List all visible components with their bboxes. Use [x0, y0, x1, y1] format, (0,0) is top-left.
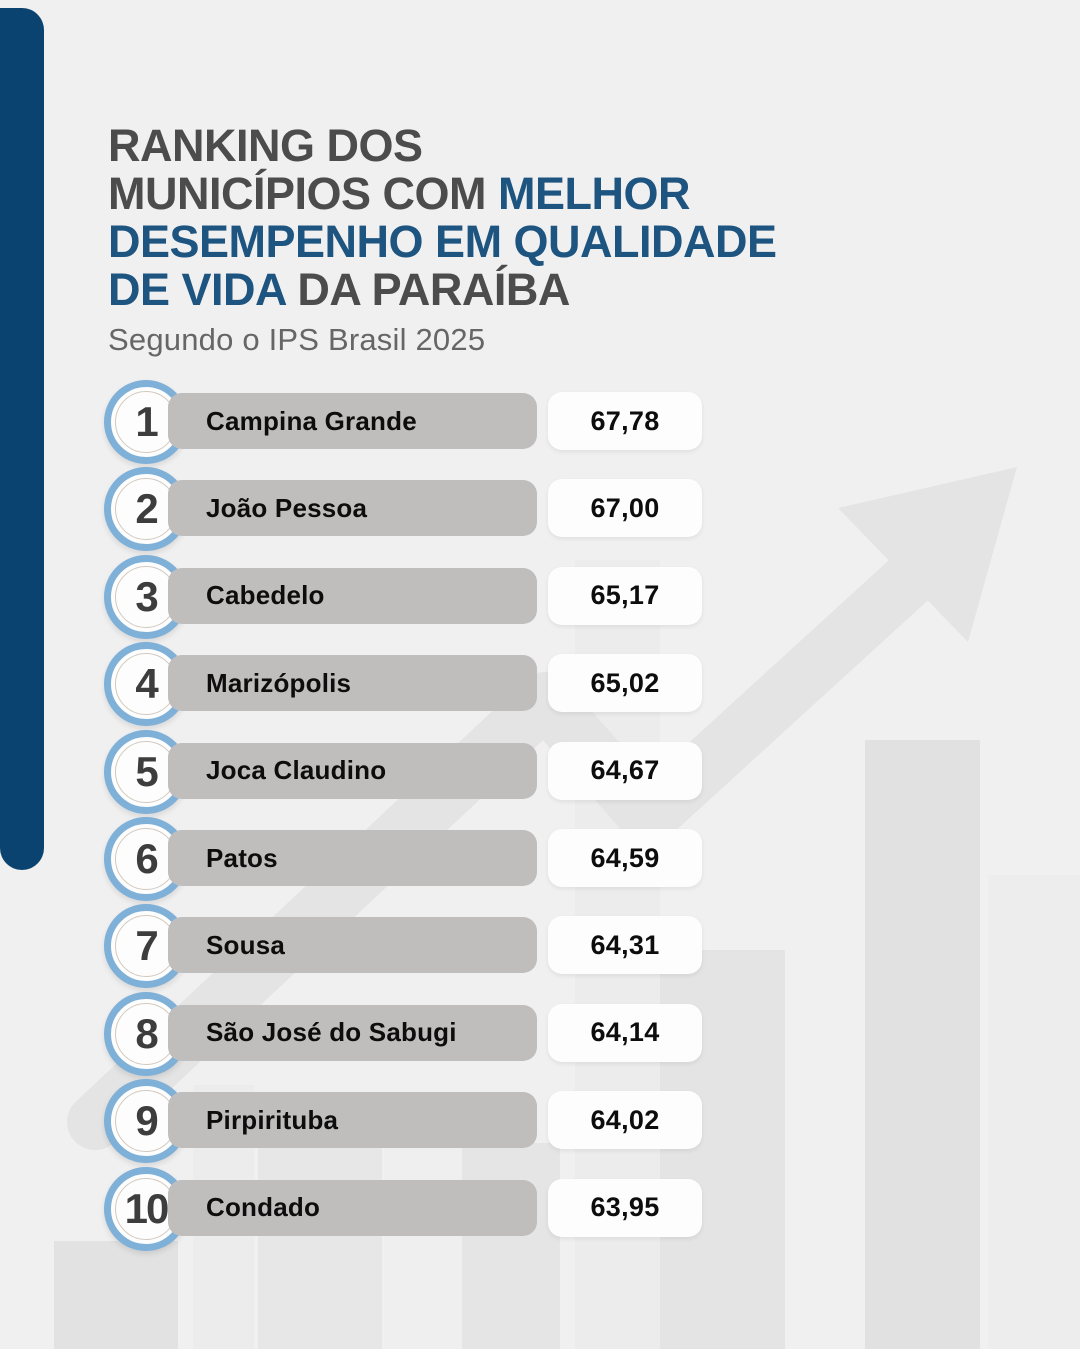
municipality-name: Marizópolis [206, 667, 352, 698]
rank-number: 10 [124, 1184, 168, 1232]
municipality-name: Sousa [206, 929, 286, 960]
score-value: 64,31 [590, 929, 660, 960]
municipality-name: João Pessoa [206, 492, 368, 523]
score-card [548, 742, 702, 800]
municipality-bar [168, 1092, 537, 1148]
rank-number: 3 [135, 572, 157, 620]
ranking-row [104, 654, 702, 712]
ranking-row [104, 1179, 702, 1237]
municipality-bar [168, 1180, 537, 1236]
score-value: 65,17 [590, 580, 660, 611]
municipality-bar [168, 743, 537, 799]
score-card [548, 479, 702, 537]
score-value: 64,02 [590, 1104, 660, 1135]
score-value: 64,14 [590, 1017, 660, 1048]
score-card [548, 392, 702, 450]
title-segment: RANKING DOS [108, 120, 423, 171]
score-value: 64,67 [590, 755, 660, 786]
score-card [548, 916, 702, 974]
score-value: 67,78 [590, 405, 660, 436]
municipality-bar [168, 393, 537, 449]
municipality-name: São José do Sabugi [206, 1017, 457, 1048]
title-segment: DE VIDA [108, 264, 298, 315]
municipality-name: Pirpirituba [206, 1104, 339, 1135]
score-card [548, 567, 702, 625]
municipality-name: Joca Claudino [206, 755, 387, 786]
title-segment: DESEMPENHO EM QUALIDADE [108, 216, 777, 267]
rank-number: 5 [135, 747, 157, 795]
rank-number: 7 [135, 922, 157, 970]
municipality-name: Patos [206, 842, 278, 873]
ranking-row [104, 567, 702, 625]
rank-number: 1 [135, 398, 157, 445]
ranking-row [104, 742, 702, 800]
title-segment: DA PARAÍBA [297, 264, 570, 315]
municipality-bar [168, 655, 537, 711]
municipality-name: Condado [206, 1192, 321, 1223]
score-card [548, 1179, 702, 1237]
title-segment: MELHOR [498, 168, 691, 219]
rank-number: 9 [135, 1097, 157, 1145]
rank-number: 4 [135, 660, 157, 708]
score-value: 65,02 [590, 667, 660, 698]
subtitle: Segundo o IPS Brasil 2025 [108, 322, 486, 357]
municipality-bar [168, 1005, 537, 1061]
rank-number: 6 [135, 835, 157, 882]
municipality-bar [168, 480, 537, 536]
score-card [548, 654, 702, 712]
ranking-row [104, 392, 702, 450]
score-card [548, 1091, 702, 1149]
score-card [548, 1004, 702, 1062]
municipality-name: Campina Grande [206, 405, 417, 436]
score-card [548, 829, 702, 887]
ranking-row [104, 1004, 702, 1062]
ranking-row [104, 829, 702, 887]
ranking-row [104, 479, 702, 537]
score-value: 67,00 [590, 492, 660, 523]
ranking-row [104, 1091, 702, 1149]
municipality-name: Cabedelo [206, 580, 325, 611]
municipality-bar [168, 568, 537, 624]
municipality-bar [168, 917, 537, 973]
rank-number: 8 [135, 1009, 157, 1057]
ranking-row [104, 916, 702, 974]
rank-number: 2 [135, 485, 157, 533]
title-segment: MUNICÍPIOS COM [108, 168, 499, 219]
score-value: 64,59 [590, 842, 660, 873]
score-value: 63,95 [590, 1192, 660, 1223]
municipality-bar [168, 830, 537, 886]
